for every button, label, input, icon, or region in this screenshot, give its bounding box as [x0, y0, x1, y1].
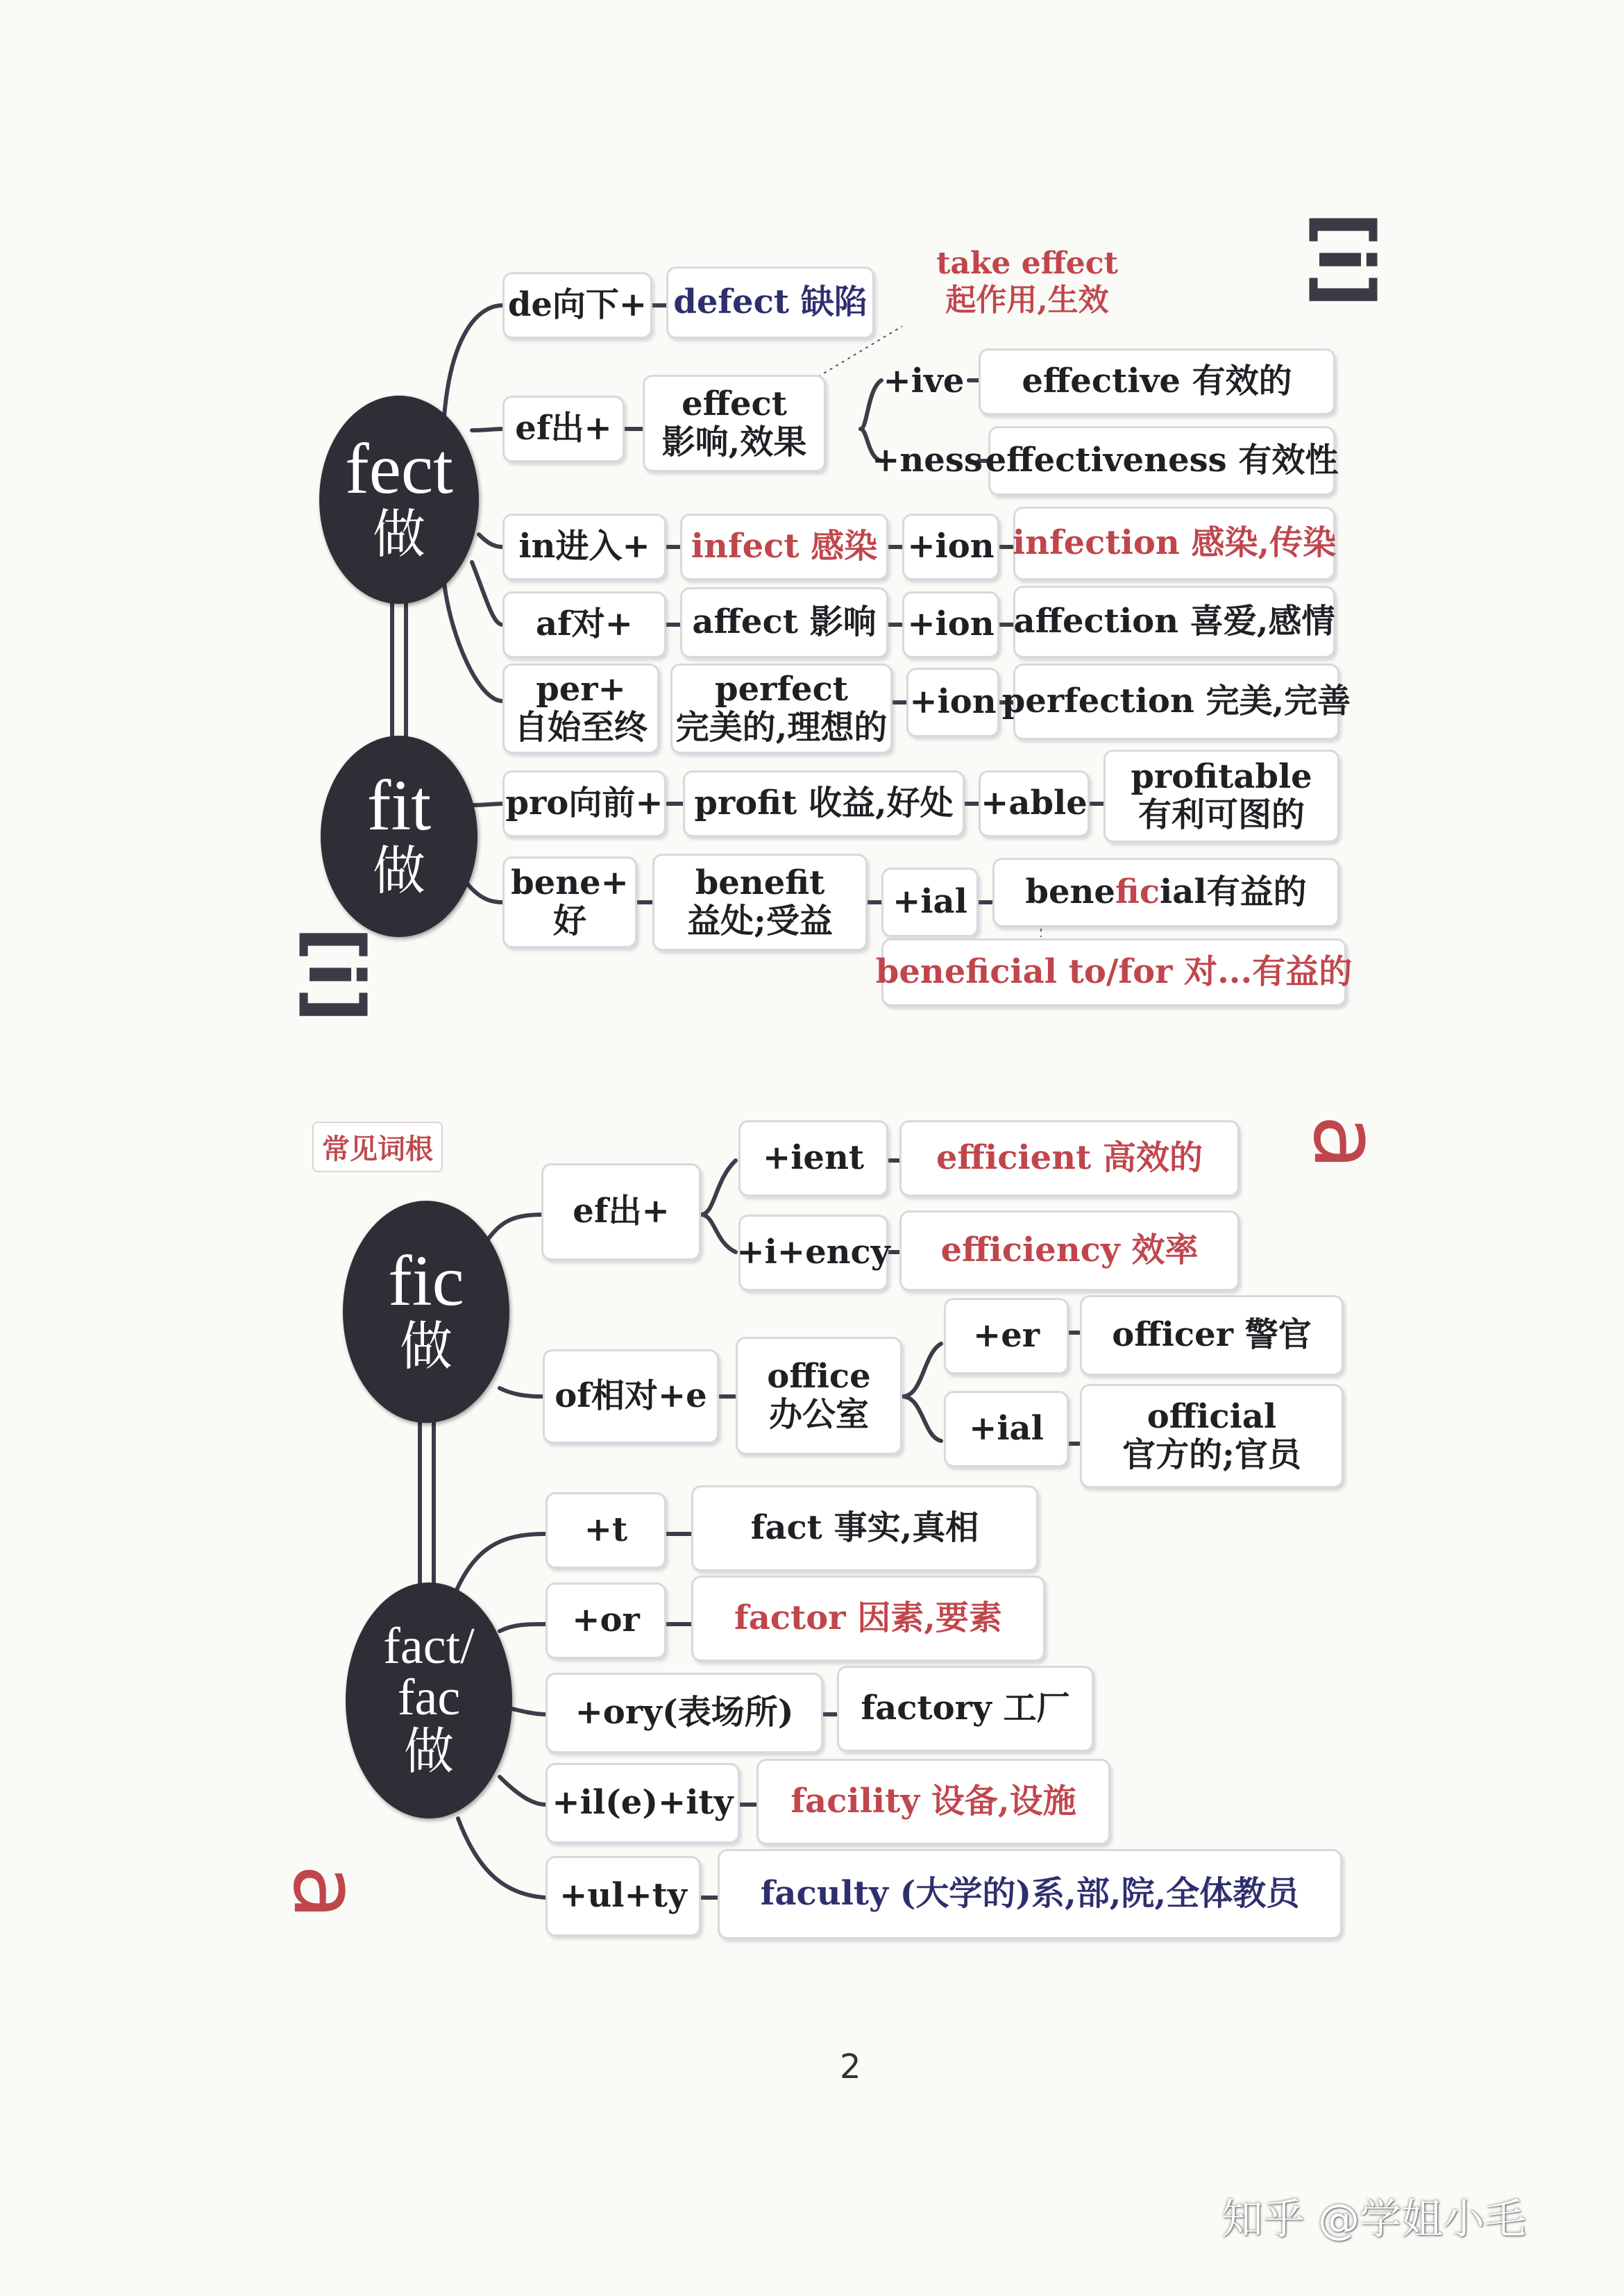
word-line2: 办公室: [768, 1395, 869, 1434]
result-effective: effective 有效的: [979, 348, 1335, 415]
suffix-ness: +ness: [872, 441, 983, 480]
word-perfect: [670, 664, 893, 754]
take-effect-line1: take effect: [936, 246, 1118, 281]
result-infection: infection 感染,传染: [1013, 507, 1335, 580]
root-meaning: 做: [400, 1318, 452, 1377]
root-text: fic: [388, 1241, 464, 1322]
prefix-pro: pro向前+: [502, 770, 666, 837]
word-infect: infect 感染: [680, 514, 888, 580]
take-effect-note: [909, 246, 1145, 319]
page-number: 2: [840, 2048, 861, 2086]
prefix-in: in进入+: [502, 514, 666, 580]
suffix-ory: +ory(表场所): [545, 1673, 823, 1753]
phonetic-label-left: a: [273, 1864, 379, 1920]
suffix-ion: +ion: [902, 514, 999, 580]
suffix-ility: +il(e)+ity: [545, 1763, 740, 1843]
prefix-line2: 好: [552, 902, 586, 940]
prefix-ef: ef出+: [502, 396, 625, 462]
suffix-ulty: +ul+ty: [545, 1856, 701, 1936]
suffix-t: +t: [545, 1492, 666, 1569]
word-line1: effect: [682, 384, 787, 423]
prefix-line2: 自始至终: [514, 708, 648, 747]
prefix-bene: [502, 856, 637, 948]
word-profit: profit 收益,好处: [683, 770, 965, 837]
root-meaning: 做: [403, 1723, 454, 1780]
root-text: fit: [366, 766, 432, 846]
phrase-beneficial-to: beneficial to/for 对...有益的: [881, 938, 1346, 1006]
result-line1: profitable: [1131, 757, 1312, 796]
suffix-ient: +ient: [738, 1120, 888, 1197]
prefix-line1: per+: [536, 669, 626, 709]
result-part-b: fic: [1115, 872, 1160, 912]
watermark: 知乎 @学姐小毛: [1221, 2195, 1527, 2244]
word-line1: office: [767, 1356, 871, 1396]
root-text: fect: [345, 429, 453, 509]
result-factory: factory 工厂: [837, 1666, 1094, 1752]
result-line1: official: [1147, 1396, 1277, 1436]
prefix-per: [502, 664, 659, 754]
prefix-ef: ef出+: [541, 1163, 701, 1260]
root-node-fit: [321, 736, 477, 937]
word-line1: benefit: [695, 863, 825, 902]
result-facility: facility 设备,设施: [756, 1759, 1110, 1845]
result-factor: factor 因素,要素: [691, 1576, 1045, 1662]
word-effect: [643, 375, 826, 472]
suffix-able: +able: [979, 770, 1090, 837]
prefix-line1: bene+: [511, 863, 629, 902]
phonetic-label-bottom: [i]: [291, 926, 381, 1023]
word-benefit: [652, 854, 868, 951]
suffix-ive: +ive: [883, 362, 965, 401]
suffix-ion: +ion: [902, 591, 999, 658]
prefix-de: de向下+: [502, 272, 652, 339]
prefix-of: of相对+e: [543, 1349, 719, 1444]
result-part-c: ial有益的: [1160, 872, 1307, 912]
suffix-iency: +i+ency: [738, 1215, 888, 1291]
take-effect-line2: 起作用,生效: [945, 282, 1109, 318]
result-line2: 官方的;官员: [1122, 1435, 1301, 1474]
word-defect: defect 缺陷: [666, 267, 874, 339]
root-meaning: 做: [373, 843, 425, 902]
word-line1: perfect: [715, 669, 848, 709]
word-line2: 影响,效果: [661, 423, 807, 462]
suffix-ial: +ial: [944, 1391, 1069, 1467]
suffix-ial: +ial: [881, 868, 979, 937]
suffix-er: +er: [944, 1298, 1069, 1374]
result-effectiveness: effectiveness 有效性: [988, 426, 1335, 496]
result-affection: affection 喜爱,感情: [1013, 586, 1335, 658]
result-official: [1080, 1384, 1344, 1488]
result-fact: fact 事实,真相: [691, 1485, 1038, 1571]
root-node-fic: [343, 1201, 509, 1423]
root-text: fact/ fac: [383, 1617, 475, 1726]
result-profitable: [1103, 750, 1339, 843]
section-tag: 常见词根: [312, 1122, 443, 1172]
phonetic-label-top: [i]: [1301, 211, 1391, 308]
prefix-af: af对+: [502, 591, 666, 658]
suffix-ion: +ion: [906, 668, 999, 737]
result-efficiency: efficiency 效率: [899, 1210, 1240, 1291]
result-part-a: bene: [1025, 872, 1115, 912]
word-line2: 完美的,理想的: [675, 708, 888, 747]
phonetic-label-right: a: [1293, 1115, 1399, 1170]
result-beneficial: [992, 858, 1339, 927]
result-efficient: efficient 高效的: [899, 1120, 1240, 1197]
word-line2: 益处;受益: [687, 902, 833, 940]
result-line2: 有利可图的: [1137, 795, 1305, 834]
root-meaning: 做: [373, 506, 425, 565]
root-node-fect: [319, 396, 479, 604]
word-affect: affect 影响: [680, 587, 888, 658]
root-node-fact: [346, 1582, 512, 1818]
result-officer: officer 警官: [1080, 1295, 1344, 1376]
result-perfection: perfection 完美,完善: [1013, 664, 1339, 740]
result-faculty: faculty (大学的)系,部,院,全体教员: [718, 1849, 1342, 1939]
word-office: [736, 1337, 902, 1455]
suffix-or: +or: [545, 1582, 666, 1659]
